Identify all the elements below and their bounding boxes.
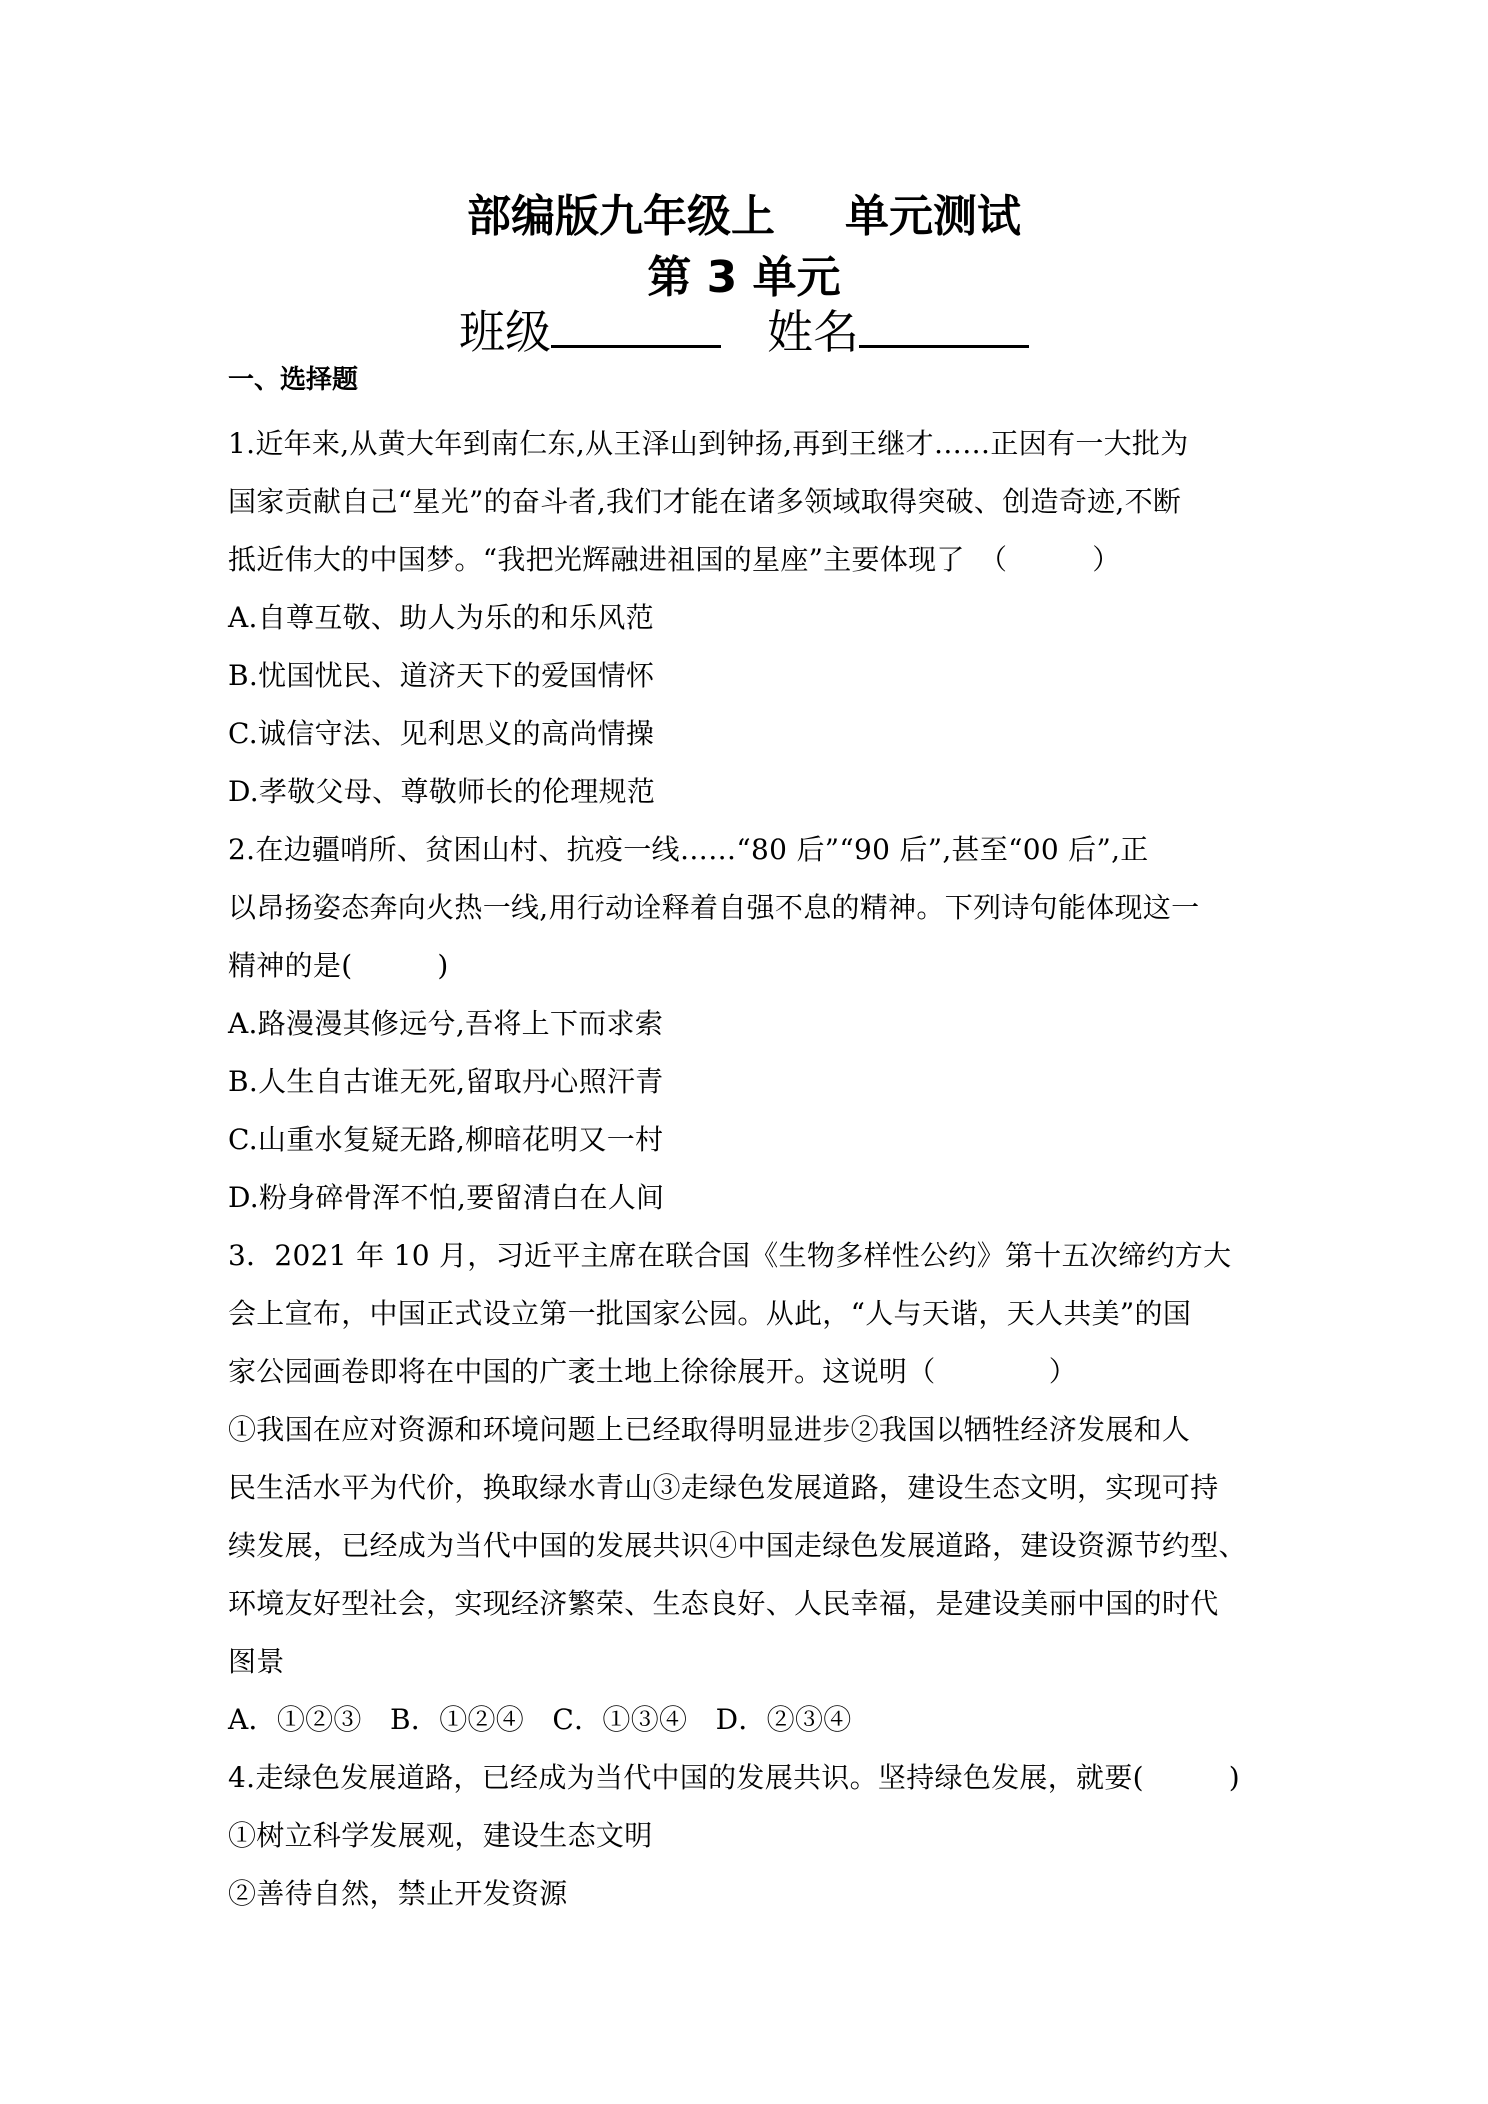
name-blank[interactable] bbox=[859, 305, 1029, 348]
question-2-option-a: A.路漫漫其修远兮,吾将上下而求索 bbox=[228, 1007, 664, 1040]
title-right: 单元测试 bbox=[845, 191, 1021, 242]
name-label: 姓名 bbox=[767, 305, 859, 359]
question-3-options: A．①②③ B．①②④ C．①③④ D．②③④ bbox=[228, 1703, 852, 1736]
question-1-option-d: D.孝敬父母、尊敬师长的伦理规范 bbox=[228, 775, 656, 808]
question-3-statement-line-5: 图景 bbox=[228, 1645, 285, 1678]
question-4-statement-2: ②善待自然，禁止开发资源 bbox=[228, 1877, 568, 1910]
question-2-line-3: 精神的是( ) bbox=[228, 949, 449, 982]
student-info-row bbox=[0, 296, 1488, 362]
question-2-line-1: 2.在边疆哨所、贫困山村、抗疫一线……“80 后”“90 后”,甚至“00 后”,正 bbox=[228, 833, 1149, 866]
exam-title bbox=[0, 180, 1488, 244]
question-1-line-1: 1.近年来,从黄大年到南仁东,从王泽山到钟扬,再到王继才……正因有一大批为 bbox=[228, 427, 1189, 460]
question-3-statement-line-1: ①我国在应对资源和环境问题上已经取得明显进步②我国以牺牲经济发展和人 bbox=[228, 1413, 1191, 1446]
question-3-line-1: 3．2021 年 10 月，习近平主席在联合国《生物多样性公约》第十五次缔约方大 bbox=[228, 1239, 1232, 1272]
section-heading: 一、选择题 bbox=[228, 365, 359, 395]
question-1-line-3: 抵近伟大的中国梦。“我把光辉融进祖国的星座”主要体现了 （ ） bbox=[228, 543, 1121, 576]
question-2-option-b: B.人生自古谁无死,留取丹心照汗青 bbox=[228, 1065, 664, 1098]
question-1-option-a: A.自尊互敬、助人为乐的和乐风范 bbox=[228, 601, 654, 634]
question-4-line-1: 4.走绿色发展道路，已经成为当代中国的发展共识。坚持绿色发展，就要( ) bbox=[228, 1761, 1240, 1794]
question-2-line-2: 以昂扬姿态奔向火热一线,用行动诠释着自强不息的精神。下列诗句能体现这一 bbox=[228, 891, 1200, 924]
question-2-option-d: D.粉身碎骨浑不怕,要留清白在人间 bbox=[228, 1181, 665, 1214]
question-4-statement-1: ①树立科学发展观，建设生态文明 bbox=[228, 1819, 653, 1852]
question-3-statement-line-3: 续发展，已经成为当代中国的发展共识④中国走绿色发展道路，建设资源节约型、 bbox=[228, 1529, 1247, 1562]
question-1-line-2: 国家贡献自己“星光”的奋斗者,我们才能在诸多领域取得突破、创造奇迹,不断 bbox=[228, 485, 1182, 518]
question-3-statement-line-2: 民生活水平为代价，换取绿水青山③走绿色发展道路，建设生态文明，实现可持 bbox=[228, 1471, 1219, 1504]
question-2-option-c: C.山重水复疑无路,柳暗花明又一村 bbox=[228, 1123, 664, 1156]
question-1-option-b: B.忧国忧民、道济天下的爱国情怀 bbox=[228, 659, 655, 692]
class-blank[interactable] bbox=[551, 305, 721, 348]
unit-subtitle: 第 3 单元 bbox=[647, 252, 841, 303]
title-left: 部编版九年级上 bbox=[467, 191, 775, 242]
question-1-option-c: C.诚信守法、见利思义的高尚情操 bbox=[228, 717, 655, 750]
question-3-line-3: 家公园画卷即将在中国的广袤土地上徐徐展开。这说明（ ） bbox=[228, 1355, 1078, 1388]
question-3-statement-line-4: 环境友好型社会，实现经济繁荣、生态良好、人民幸福，是建设美丽中国的时代 bbox=[228, 1587, 1219, 1620]
question-3-line-2: 会上宣布，中国正式设立第一批国家公园。从此，“人与天谐，天人共美”的国 bbox=[228, 1297, 1192, 1330]
class-label: 班级 bbox=[459, 305, 551, 359]
